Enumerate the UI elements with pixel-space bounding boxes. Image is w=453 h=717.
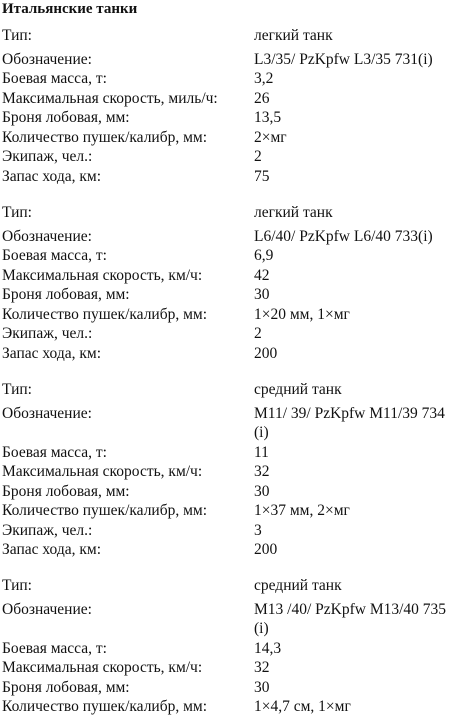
spec-value: легкий танк: [254, 27, 333, 44]
spec-row-armor: [2, 678, 451, 698]
spec-label: Максимальная скорость, км/ч:: [2, 266, 203, 284]
spec-label: Броня лобовая, мм:: [2, 286, 130, 303]
spec-row-guns: [2, 697, 451, 717]
spec-value: M11/ 39/ PzKpfw M11/39 734 (i): [254, 404, 445, 441]
spec-label: Тип:: [2, 27, 32, 44]
spec-row-type: [2, 380, 451, 400]
spec-value: 2: [254, 148, 262, 165]
spec-label: Обозначение:: [2, 50, 92, 68]
spec-value: 200: [254, 541, 278, 558]
spec-value: 32: [254, 659, 270, 676]
spec-value: 30: [254, 286, 270, 303]
spec-label: Боевая масса, т:: [2, 247, 107, 264]
spec-row-speed: [2, 89, 451, 109]
spec-label: Тип:: [2, 204, 32, 221]
spec-row-guns: [2, 501, 451, 521]
spec-row-speed: [2, 266, 451, 286]
spec-label: Запас хода, км:: [2, 167, 101, 185]
spec-row-guns: [2, 128, 451, 148]
spec-label: Максимальная скорость, км/ч:: [2, 463, 203, 480]
spec-value: средний танк: [254, 577, 342, 594]
spec-row-crew: [2, 147, 451, 167]
spec-label: Обозначение:: [2, 600, 92, 618]
spec-row-speed: [2, 658, 451, 678]
spec-value: 11: [254, 443, 269, 461]
spec-row-designation: [2, 600, 451, 639]
spec-label: Обозначение:: [2, 227, 92, 245]
spec-value: 30: [254, 482, 270, 500]
spec-row-mass: [2, 69, 451, 89]
spec-row-mass: [2, 246, 451, 266]
spec-row-range: [2, 167, 451, 187]
spec-label: Запас хода, км:: [2, 541, 101, 558]
spec-label: Количество пушек/калибр, мм:: [2, 128, 208, 146]
spec-value: 14,3: [254, 639, 282, 657]
spec-row-designation: [2, 227, 451, 247]
spec-label: Тип:: [2, 381, 32, 398]
spec-value: 3,2: [254, 70, 274, 87]
spec-value: 3: [254, 521, 262, 539]
spec-label: Боевая масса, т:: [2, 70, 107, 87]
spec-label: Запас хода, км:: [2, 344, 101, 362]
spec-value: 30: [254, 678, 270, 696]
spec-row-armor: [2, 108, 451, 128]
spec-row-designation: [2, 50, 451, 70]
spec-label: Экипаж, чел.:: [2, 148, 93, 165]
tank-spec-block: [2, 380, 451, 560]
spec-value: 42: [254, 266, 270, 284]
spec-label: Количество пушек/калибр, мм:: [2, 698, 208, 715]
spec-label: Количество пушек/калибр, мм:: [2, 305, 208, 323]
spec-value: 1×37 мм, 2×мг: [254, 502, 350, 519]
spec-row-range: [2, 540, 451, 560]
spec-value: 2: [254, 325, 262, 342]
spec-row-type: [2, 203, 451, 223]
spec-value: M13 /40/ PzKpfw M13/40 735 (i): [254, 600, 447, 637]
spec-value: 6,9: [254, 247, 274, 264]
spec-label: Броня лобовая, мм:: [2, 109, 130, 126]
tank-spec-block: [2, 26, 451, 186]
spec-label: Броня лобовая, мм:: [2, 678, 130, 696]
spec-value: 200: [254, 344, 278, 362]
spec-row-guns: [2, 305, 451, 325]
tank-spec-block: [2, 576, 451, 717]
spec-label: Максимальная скорость, миль/ч:: [2, 89, 218, 107]
spec-label: Количество пушек/калибр, мм:: [2, 502, 208, 519]
spec-value: средний танк: [254, 381, 342, 398]
spec-label: Броня лобовая, мм:: [2, 482, 130, 500]
spec-label: Экипаж, чел.:: [2, 521, 93, 539]
spec-label: Боевая масса, т:: [2, 443, 107, 461]
spec-value: 1×4,7 см, 1×мг: [254, 698, 351, 715]
spec-row-mass: [2, 639, 451, 659]
spec-label: Обозначение:: [2, 404, 92, 422]
spec-value: 75: [254, 167, 270, 185]
spec-value: 26: [254, 89, 270, 107]
spec-row-crew: [2, 324, 451, 344]
spec-label: Боевая масса, т:: [2, 639, 107, 657]
spec-label: Максимальная скорость, км/ч:: [2, 659, 203, 676]
spec-row-designation: [2, 404, 451, 443]
spec-value: 13,5: [254, 109, 282, 126]
spec-value: легкий танк: [254, 204, 333, 221]
spec-row-speed: [2, 462, 451, 482]
spec-value: L6/40/ PzKpfw L6/40 733(i): [254, 227, 433, 245]
spec-label: Тип:: [2, 577, 32, 594]
spec-value: 2×мг: [254, 128, 287, 146]
spec-row-armor: [2, 285, 451, 305]
spec-row-armor: [2, 482, 451, 502]
spec-value: 32: [254, 463, 270, 480]
spec-row-type: [2, 576, 451, 596]
spec-row-crew: [2, 521, 451, 541]
spec-row-type: [2, 26, 451, 46]
spec-value: 1×20 мм, 1×мг: [254, 305, 350, 323]
spec-row-mass: [2, 443, 451, 463]
page-heading: Итальянские танки: [2, 1, 138, 17]
spec-label: Экипаж, чел.:: [2, 325, 93, 342]
spec-row-range: [2, 344, 451, 364]
tank-spec-block: [2, 203, 451, 363]
spec-value: L3/35/ PzKpfw L3/35 731(i): [254, 50, 433, 68]
